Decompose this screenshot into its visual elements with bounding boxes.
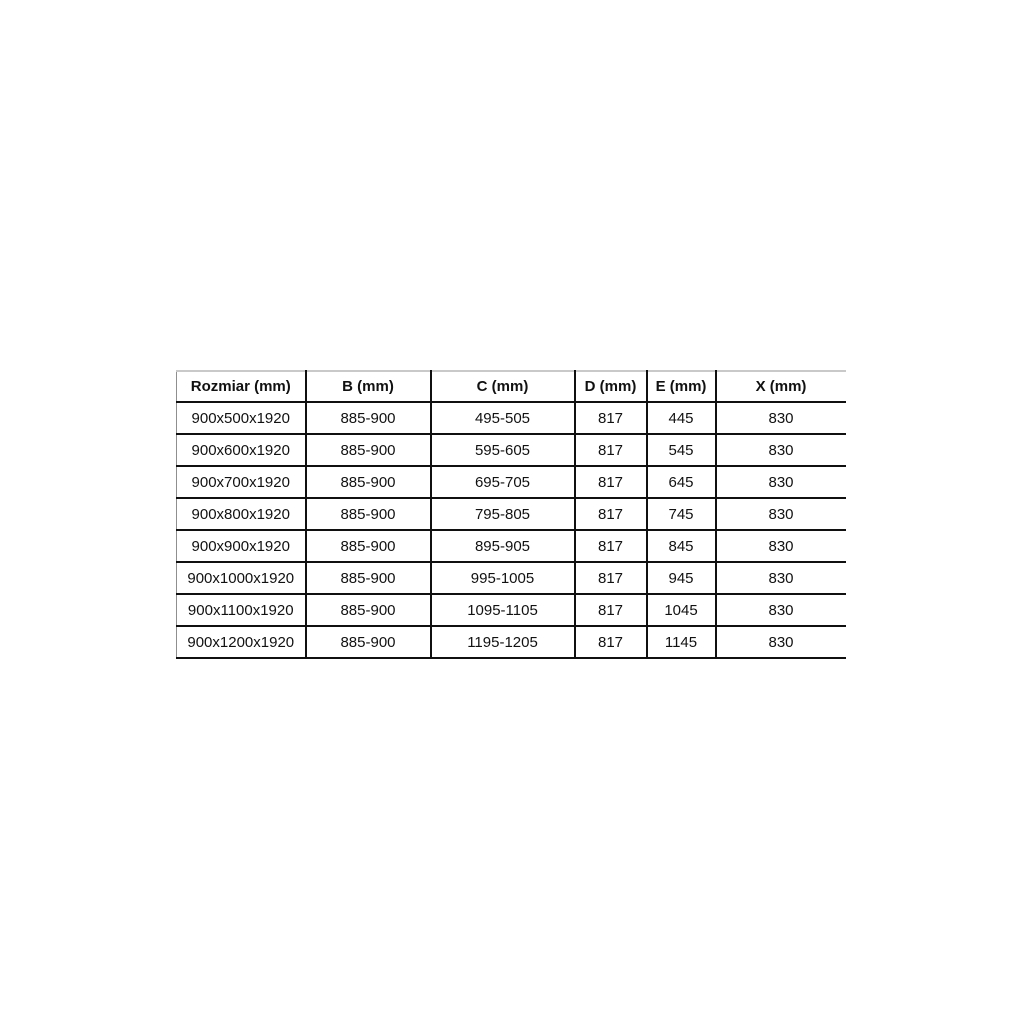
table-cell: 830 bbox=[716, 626, 846, 658]
table-cell: 695-705 bbox=[431, 466, 575, 498]
column-header-e: E (mm) bbox=[647, 371, 716, 402]
table-cell: 885-900 bbox=[306, 402, 431, 434]
table-row bbox=[177, 402, 846, 434]
table-cell: 900x1200x1920 bbox=[177, 626, 306, 658]
table-cell: 830 bbox=[716, 594, 846, 626]
table-cell: 817 bbox=[575, 530, 647, 562]
table-cell: 845 bbox=[647, 530, 716, 562]
table-cell: 817 bbox=[575, 562, 647, 594]
table-cell: 817 bbox=[575, 466, 647, 498]
table-row bbox=[177, 530, 846, 562]
table-cell: 885-900 bbox=[306, 530, 431, 562]
table-cell: 1095-1105 bbox=[431, 594, 575, 626]
table-cell: 817 bbox=[575, 402, 647, 434]
table-cell: 817 bbox=[575, 434, 647, 466]
table-cell: 445 bbox=[647, 402, 716, 434]
table-cell: 1145 bbox=[647, 626, 716, 658]
table-cell: 900x700x1920 bbox=[177, 466, 306, 498]
table-row bbox=[177, 466, 846, 498]
column-header-d: D (mm) bbox=[575, 371, 647, 402]
table-cell: 885-900 bbox=[306, 626, 431, 658]
table-cell: 895-905 bbox=[431, 530, 575, 562]
column-header-c: C (mm) bbox=[431, 371, 575, 402]
table-cell: 1195-1205 bbox=[431, 626, 575, 658]
table-cell: 885-900 bbox=[306, 466, 431, 498]
table-cell: 830 bbox=[716, 498, 846, 530]
table-cell: 545 bbox=[647, 434, 716, 466]
table-cell: 885-900 bbox=[306, 498, 431, 530]
table-header-row bbox=[177, 371, 846, 402]
table-cell: 900x800x1920 bbox=[177, 498, 306, 530]
table-cell: 830 bbox=[716, 466, 846, 498]
table-cell: 830 bbox=[716, 402, 846, 434]
table-cell: 885-900 bbox=[306, 434, 431, 466]
table-cell: 645 bbox=[647, 466, 716, 498]
table-cell: 900x900x1920 bbox=[177, 530, 306, 562]
table-cell: 495-505 bbox=[431, 402, 575, 434]
table-cell: 900x500x1920 bbox=[177, 402, 306, 434]
table-cell: 900x600x1920 bbox=[177, 434, 306, 466]
table-cell: 900x1100x1920 bbox=[177, 594, 306, 626]
column-header-x: X (mm) bbox=[716, 371, 846, 402]
column-header-b: B (mm) bbox=[306, 371, 431, 402]
table-cell: 830 bbox=[716, 562, 846, 594]
table-cell: 885-900 bbox=[306, 562, 431, 594]
table-cell: 830 bbox=[716, 530, 846, 562]
table-cell: 817 bbox=[575, 498, 647, 530]
dimensions-table bbox=[176, 370, 846, 659]
table-row bbox=[177, 562, 846, 594]
table-row bbox=[177, 626, 846, 658]
table-row bbox=[177, 498, 846, 530]
table-row bbox=[177, 594, 846, 626]
page bbox=[176, 370, 846, 659]
table-cell: 1045 bbox=[647, 594, 716, 626]
table-cell: 817 bbox=[575, 594, 647, 626]
table-cell: 745 bbox=[647, 498, 716, 530]
table-row bbox=[177, 434, 846, 466]
table-cell: 900x1000x1920 bbox=[177, 562, 306, 594]
table-cell: 885-900 bbox=[306, 594, 431, 626]
table-cell: 795-805 bbox=[431, 498, 575, 530]
column-header-rozmiar: Rozmiar (mm) bbox=[177, 371, 306, 402]
table-cell: 595-605 bbox=[431, 434, 575, 466]
table-cell: 995-1005 bbox=[431, 562, 575, 594]
table-cell: 830 bbox=[716, 434, 846, 466]
table-cell: 945 bbox=[647, 562, 716, 594]
table-cell: 817 bbox=[575, 626, 647, 658]
